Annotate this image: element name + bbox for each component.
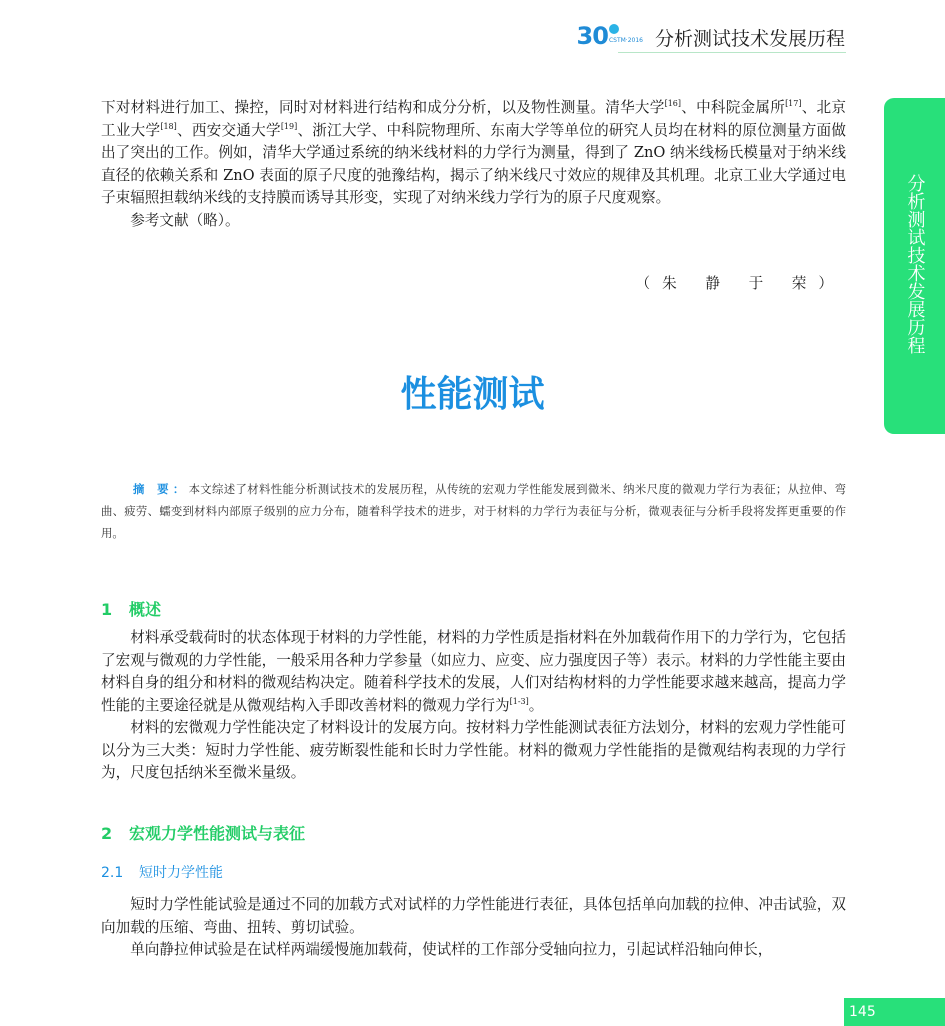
authors: （朱 静 于 荣） [635,275,845,292]
section-number: 2 [101,824,113,843]
abstract-text: 本文综述了材料性能分析测试技术的发展历程，从传统的宏观力学性能发展到微米、纳米尺度的微观力学行为表征；从拉伸、弯曲、疲劳、蠕变到材料内部原子级别的应力分布，随着科学技术的进步，对于材料的力学行为表征与分析，微观表征与分析手段将发挥更重要的作用。 [101,482,846,540]
citation: [19] [280,121,298,131]
section-title: 宏观力学性能测试与表征 [129,824,306,843]
header-divider [618,52,846,53]
page-number: 145 [844,998,945,1026]
abstract [101,478,846,544]
citation: [17] [785,99,802,108]
logo-dot-icon [609,24,619,34]
citation: [16] [664,99,681,108]
intro-text-e: 、浙江大学、中科院物理所、东南大学等单位的研究人员均在材料的原位测量方面做出了突出的工作。例如，清华大学通过系统的纳米线材料的力学行为测量，得到了 ZnO 纳米线杨氏模量对于纳米线直径的依赖关系和 ZnO 表面的原子尺度的弛豫结构，揭示了纳米线尺寸效应的规律及其机理。北京工业大学通过电子束辐照担载纳米线的支持膜而诱导其形变，实现了对纳米线力学行为的原子尺度观察。 [101,121,846,206]
intro-paragraph [101,97,846,210]
abstract-label: 摘 要： [133,482,189,496]
section-1-paragraph-1 [101,627,846,717]
side-tab-label: 分析测试技术发展历程 [904,174,926,354]
header-title: 分析测试技术发展历程 [654,27,845,50]
subsection-title: 短时力学性能 [139,865,223,881]
section-title: 概述 [129,600,162,619]
subsection-number: 2.1 [101,865,124,881]
intro-text-a: 下对材料进行加工、操控，同时对材料进行结构和成分分析，以及物性测量。清华大学 [101,99,665,116]
intro-text-d: 、西安交通大学 [176,121,281,139]
paragraph-end: 。 [528,696,544,714]
logo-number: 30 [576,22,608,50]
intro-text-c: 、北京工业大学 [101,99,846,139]
paragraph-text: 材料承受载荷时的状态体现于材料的力学性能，材料的力学性质是指材料在外加载荷作用下的力学行为，它包括了宏观与微观的力学性能，一般采用各种力学参量（如应力、应变、应力强度因子等）表示。材料的力学性能主要由材料自身的组分和材料的微观结构决定。随着科学技术的发展，人们对结构材料的力学性能要求越来越高，提高力学性能的主要途径就是从微观结构入手即改善材料的微观力学行为 [101,629,846,714]
section-1-heading [101,597,161,620]
running-header [577,22,845,52]
intro-block [101,97,846,232]
section-2-heading [101,821,305,844]
intro-text-b: 、中科院金属所 [681,99,786,116]
section-1-paragraph-2: 材料的宏微观力学性能决定了材料设计的发展方向。按材料力学性能测试表征方法划分，材料的宏观力学性能可以分为三大类：短时力学性能、疲劳断裂性能和长时力学性能。材料的微观力学性能指的是微观结构表现的力学行为，尺度包括纳米至微米量级。 [101,719,846,781]
section-2-paragraph-2: 单向静拉伸试验是在试样两端缓慢施加载荷，使试样的工作部分受轴向拉力，引起试样沿轴向伸长， [130,941,773,958]
section-number: 1 [101,600,113,619]
references-note: 参考文献（略）。 [130,211,240,229]
logo-small-text: CSTM·2016 [608,37,643,44]
anniversary-logo [577,22,643,52]
subsection-2-1-heading [101,862,223,882]
section-2-body [101,894,846,962]
citation: [18] [160,121,177,131]
section-1-body [101,627,846,785]
article-title: 性能测试 [400,374,545,415]
section-2-paragraph-1: 短时力学性能试验是通过不同的加载方式对试样的力学性能进行表征，具体包括单向加载的拉伸、冲击试验，双向加载的压缩、弯曲、扭转、剪切试验。 [101,896,846,936]
citation: [1-3] [509,696,529,706]
